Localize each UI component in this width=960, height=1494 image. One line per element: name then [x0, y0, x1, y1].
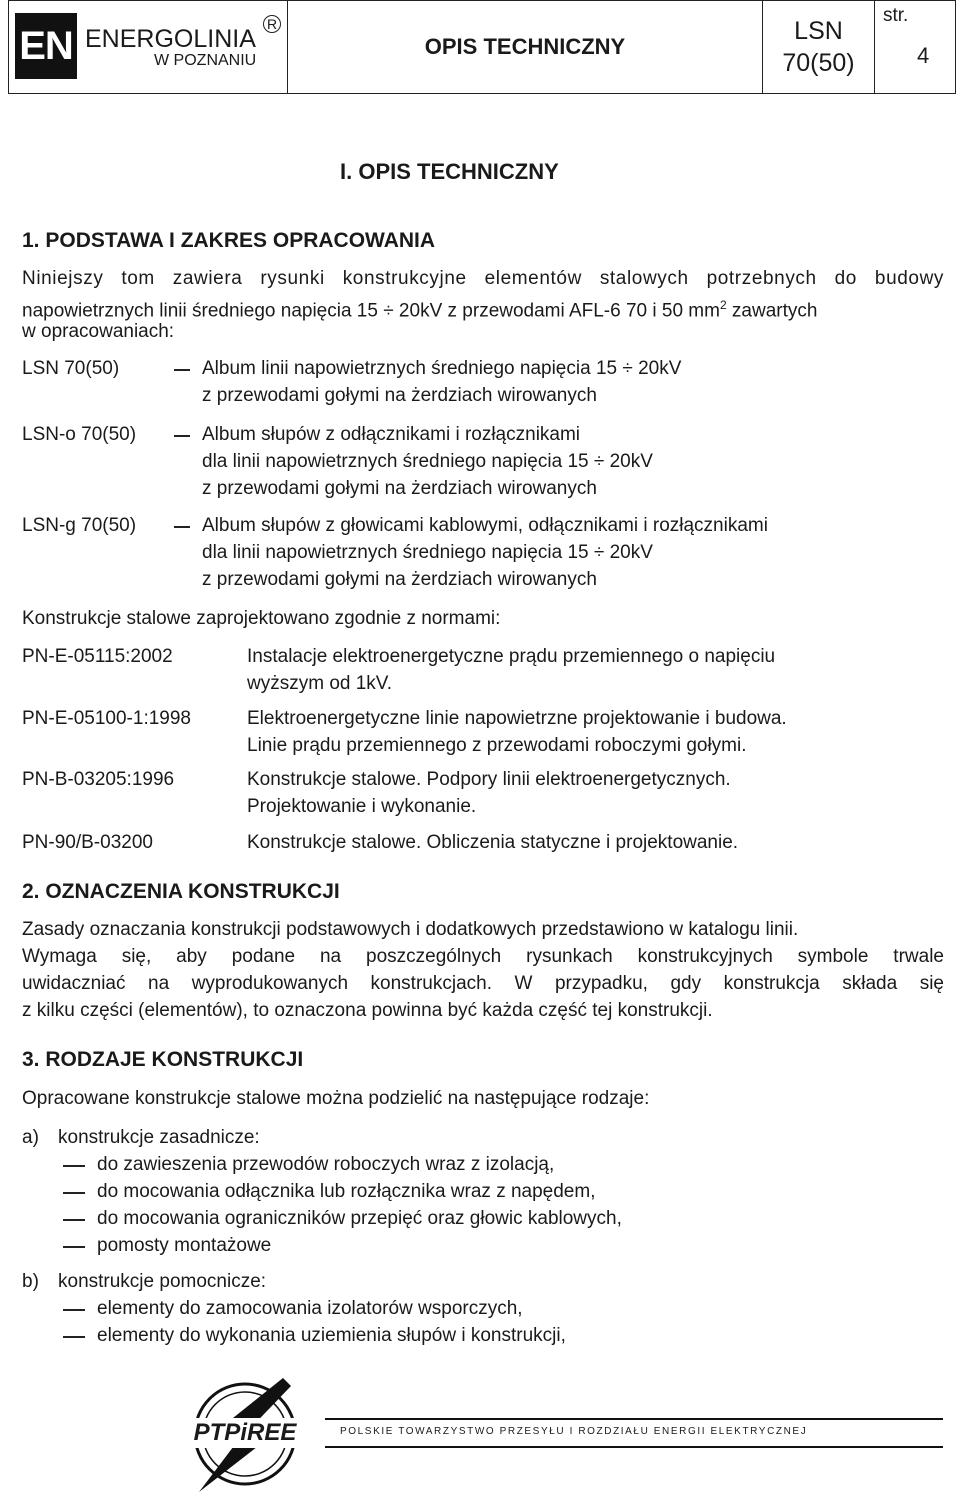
footer-org-name: POLSKIE TOWARZYSTWO PRZESYŁU I ROZDZIAŁU ENERGII ELEKTRYCZNEJ: [340, 1426, 808, 1437]
section1-intro-line3: w opracowaniach:: [22, 321, 175, 342]
norm-line: Instalacje elektroenergetyczne prądu przemiennego o napięciu: [247, 646, 776, 667]
group-title: konstrukcje pomocnicze:: [58, 1271, 267, 1292]
norm-code: PN-90/B-03200: [22, 832, 153, 853]
dash-icon: [63, 1336, 85, 1338]
norms-intro: Konstrukcje stalowe zaprojektowano zgodnie z normami:: [22, 608, 501, 629]
page-label: str.: [883, 5, 909, 26]
list-item: do mocowania odłącznika lub rozłącznika wraz z napędem,: [97, 1181, 596, 1202]
en-logo-mark: EN: [15, 13, 77, 79]
album-line: z przewodami gołymi na żerdziach wirowanych: [202, 385, 597, 406]
brand-name: ENERGOLINIA: [85, 25, 256, 53]
footer: [0, 1376, 960, 1494]
footer-logo-text: PTPiREE: [193, 1419, 297, 1446]
doc-title-cell: [288, 1, 763, 93]
dash-icon: [174, 369, 190, 371]
album-code: LSN-o 70(50): [22, 424, 137, 445]
doc-code-cell: [763, 1, 875, 93]
group-label: b): [22, 1271, 39, 1292]
section1-intro-line2: napowietrznych linii średniego napięcia 15 ÷ 20kV z przewodami AFL-6 70 i 50 $mm^2$ zawartych: [22, 298, 818, 322]
page-number: 4: [917, 43, 930, 68]
album-line: Album linii napowietrznych średniego napięcia 15 ÷ 20kV: [202, 358, 682, 379]
registered-mark: R: [263, 15, 281, 33]
album-line: dla linii napowietrznych średniego napięcia 15 ÷ 20kV: [202, 542, 653, 563]
album-code: LSN 70(50): [22, 358, 120, 379]
norm-line: Projektowanie i wykonanie.: [247, 796, 477, 817]
company-logo-cell: [9, 1, 288, 93]
group-label: a): [22, 1127, 39, 1148]
norm-code: PN-E-05100-1:1998: [22, 708, 191, 729]
section2-paragraph-line: Wymaga się, aby podane na poszczególnych rysunkach konstrukcyjnych symbole trwale: [22, 946, 944, 967]
norm-code: PN-E-05115:2002: [22, 646, 173, 667]
dash-icon: [174, 435, 190, 437]
dash-icon: [174, 526, 190, 528]
footer-rule-bottom: [325, 1446, 943, 1448]
section2-paragraph-line: uwidaczniać na wyprodukowanych konstrukcjach. W przypadku, gdy konstrukcja składa się: [22, 973, 944, 994]
norm-line: Elektroenergetyczne linie napowietrzne projektowanie i budowa.: [247, 708, 787, 729]
section2-paragraph-line: z kilku części (elementów), to oznaczona powinna być każda część tej konstrukcji.: [22, 1000, 713, 1021]
section2-paragraph-line: Zasady oznaczania konstrukcji podstawowych i dodatkowych przedstawiono w katalogu linii.: [22, 919, 799, 940]
norm-line: Konstrukcje stalowe. Podpory linii elektroenergetycznych.: [247, 769, 731, 790]
norm-line: Linie prądu przemiennego z przewodami roboczymi gołymi.: [247, 735, 747, 756]
norm-line: Konstrukcje stalowe. Obliczenia statyczne i projektowanie.: [247, 832, 739, 853]
album-line: z przewodami gołymi na żerdziach wirowanych: [202, 569, 597, 590]
norm-line: wyższym od 1kV.: [247, 673, 393, 694]
norm-code: PN-B-03205:1996: [22, 769, 175, 790]
section2-heading: 2. OZNACZENIA KONSTRUKCJI: [22, 880, 340, 903]
brand-city: W POZNANIU: [154, 52, 257, 69]
list-item: elementy do wykonania uziemienia słupów i konstrukcji,: [97, 1325, 566, 1346]
section1-heading: 1. PODSTAWA I ZAKRES OPRACOWANIA: [22, 229, 436, 252]
list-item: pomosty montażowe: [97, 1235, 272, 1256]
album-line: Album słupów z głowicami kablowymi, odłącznikami i rozłącznikami: [202, 515, 768, 536]
dash-icon: [63, 1165, 85, 1167]
doc-code-line1: LSN: [794, 17, 843, 45]
document-header: [8, 0, 956, 94]
dash-icon: [63, 1219, 85, 1221]
section1-intro-line1: Niniejszy tom zawiera rysunki konstrukcyjne elementów stalowych potrzebnych do budowy: [22, 268, 944, 289]
main-title: I. OPIS TECHNICZNY: [340, 159, 559, 184]
album-line: z przewodami gołymi na żerdziach wirowanych: [202, 478, 597, 499]
list-item: do mocowania ograniczników przepięć oraz głowic kablowych,: [97, 1208, 622, 1229]
section3-intro: Opracowane konstrukcje stalowe można podzielić na następujące rodzaje:: [22, 1088, 650, 1109]
dash-icon: [63, 1192, 85, 1194]
doc-title: OPIS TECHNICZNY: [424, 34, 626, 59]
group-title: konstrukcje zasadnicze:: [58, 1127, 260, 1148]
dash-icon: [63, 1246, 85, 1248]
list-item: do zawieszenia przewodów roboczych wraz z izolacją,: [97, 1154, 555, 1175]
album-code: LSN-g 70(50): [22, 515, 137, 536]
superscript-2: 2: [719, 298, 727, 312]
section3-heading: 3. RODZAJE KONSTRUKCJI: [22, 1048, 304, 1071]
album-line: dla linii napowietrznych średniego napięcia 15 ÷ 20kV: [202, 451, 653, 472]
footer-rule-top: [325, 1418, 943, 1420]
doc-code-line2: 70(50): [782, 49, 855, 77]
list-item: elementy do zamocowania izolatorów wsporczych,: [97, 1298, 523, 1319]
album-line: Album słupów z odłącznikami i rozłącznikami: [202, 424, 581, 445]
page-number-cell: [875, 1, 955, 93]
dash-icon: [63, 1309, 85, 1311]
